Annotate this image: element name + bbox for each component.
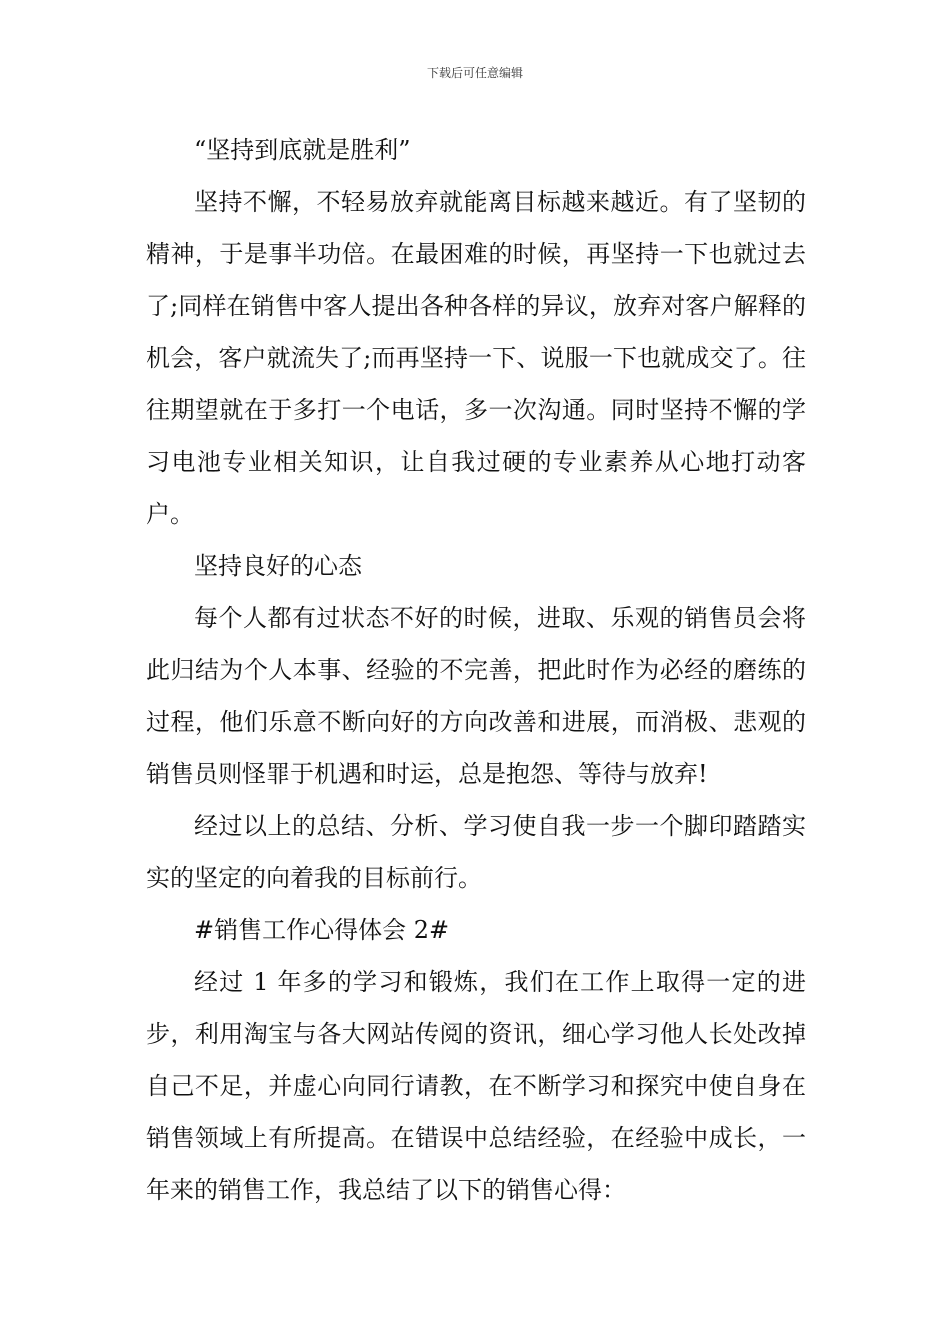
paragraph-persistence: 坚持不懈，不轻易放弃就能离目标越来越近。有了坚韧的精神，于是事半功倍。在最困难的时候，再坚持一下也就过去了;同样在销售中客人提出各种各样的异议，放弃对客户解释的机会，客户就流失了;而再坚持一下、说服一下也就成交了。往往期望就在于多打一个电话，多一次沟通。同时坚持不懈的学习电池专业相关知识，让自我过硬的专业素养从心地打动客户。	[146, 188, 806, 528]
page-header-note: 下载后可任意编辑	[426, 66, 523, 80]
paragraph-experience: 经过 1 年多的学习和锻炼，我们在工作上取得一定的进步，利用淘宝与各大网站传阅的资讯，细心学习他人长处改掉自己不足，并虚心向同行请教，在不断学习和探究中使自身在销售领域上有所提高。在错误中总结经验，在经验中成长，一年来的销售工作，我总结了以下的销售心得：	[146, 968, 806, 1204]
section-heading-persist: “坚持到底就是胜利”	[194, 136, 411, 164]
paragraph-attitude: 每个人都有过状态不好的时候，进取、乐观的销售员会将此归结为个人本事、经验的不完善，把此时作为必经的磨练的过程，他们乐意不断向好的方向改善和进展，而消极、悲观的销售员则怪罪于机遇和时运，总是抱怨、等待与放弃!	[146, 604, 806, 788]
section-heading-experience-2: #销售工作心得体会 2#	[194, 916, 450, 944]
paragraph-summary: 经过以上的总结、分析、学习使自我一步一个脚印踏踏实实的坚定的向着我的目标前行。	[146, 812, 806, 892]
document-body	[146, 124, 806, 1216]
section-heading-attitude: 坚持良好的心态	[194, 552, 362, 580]
